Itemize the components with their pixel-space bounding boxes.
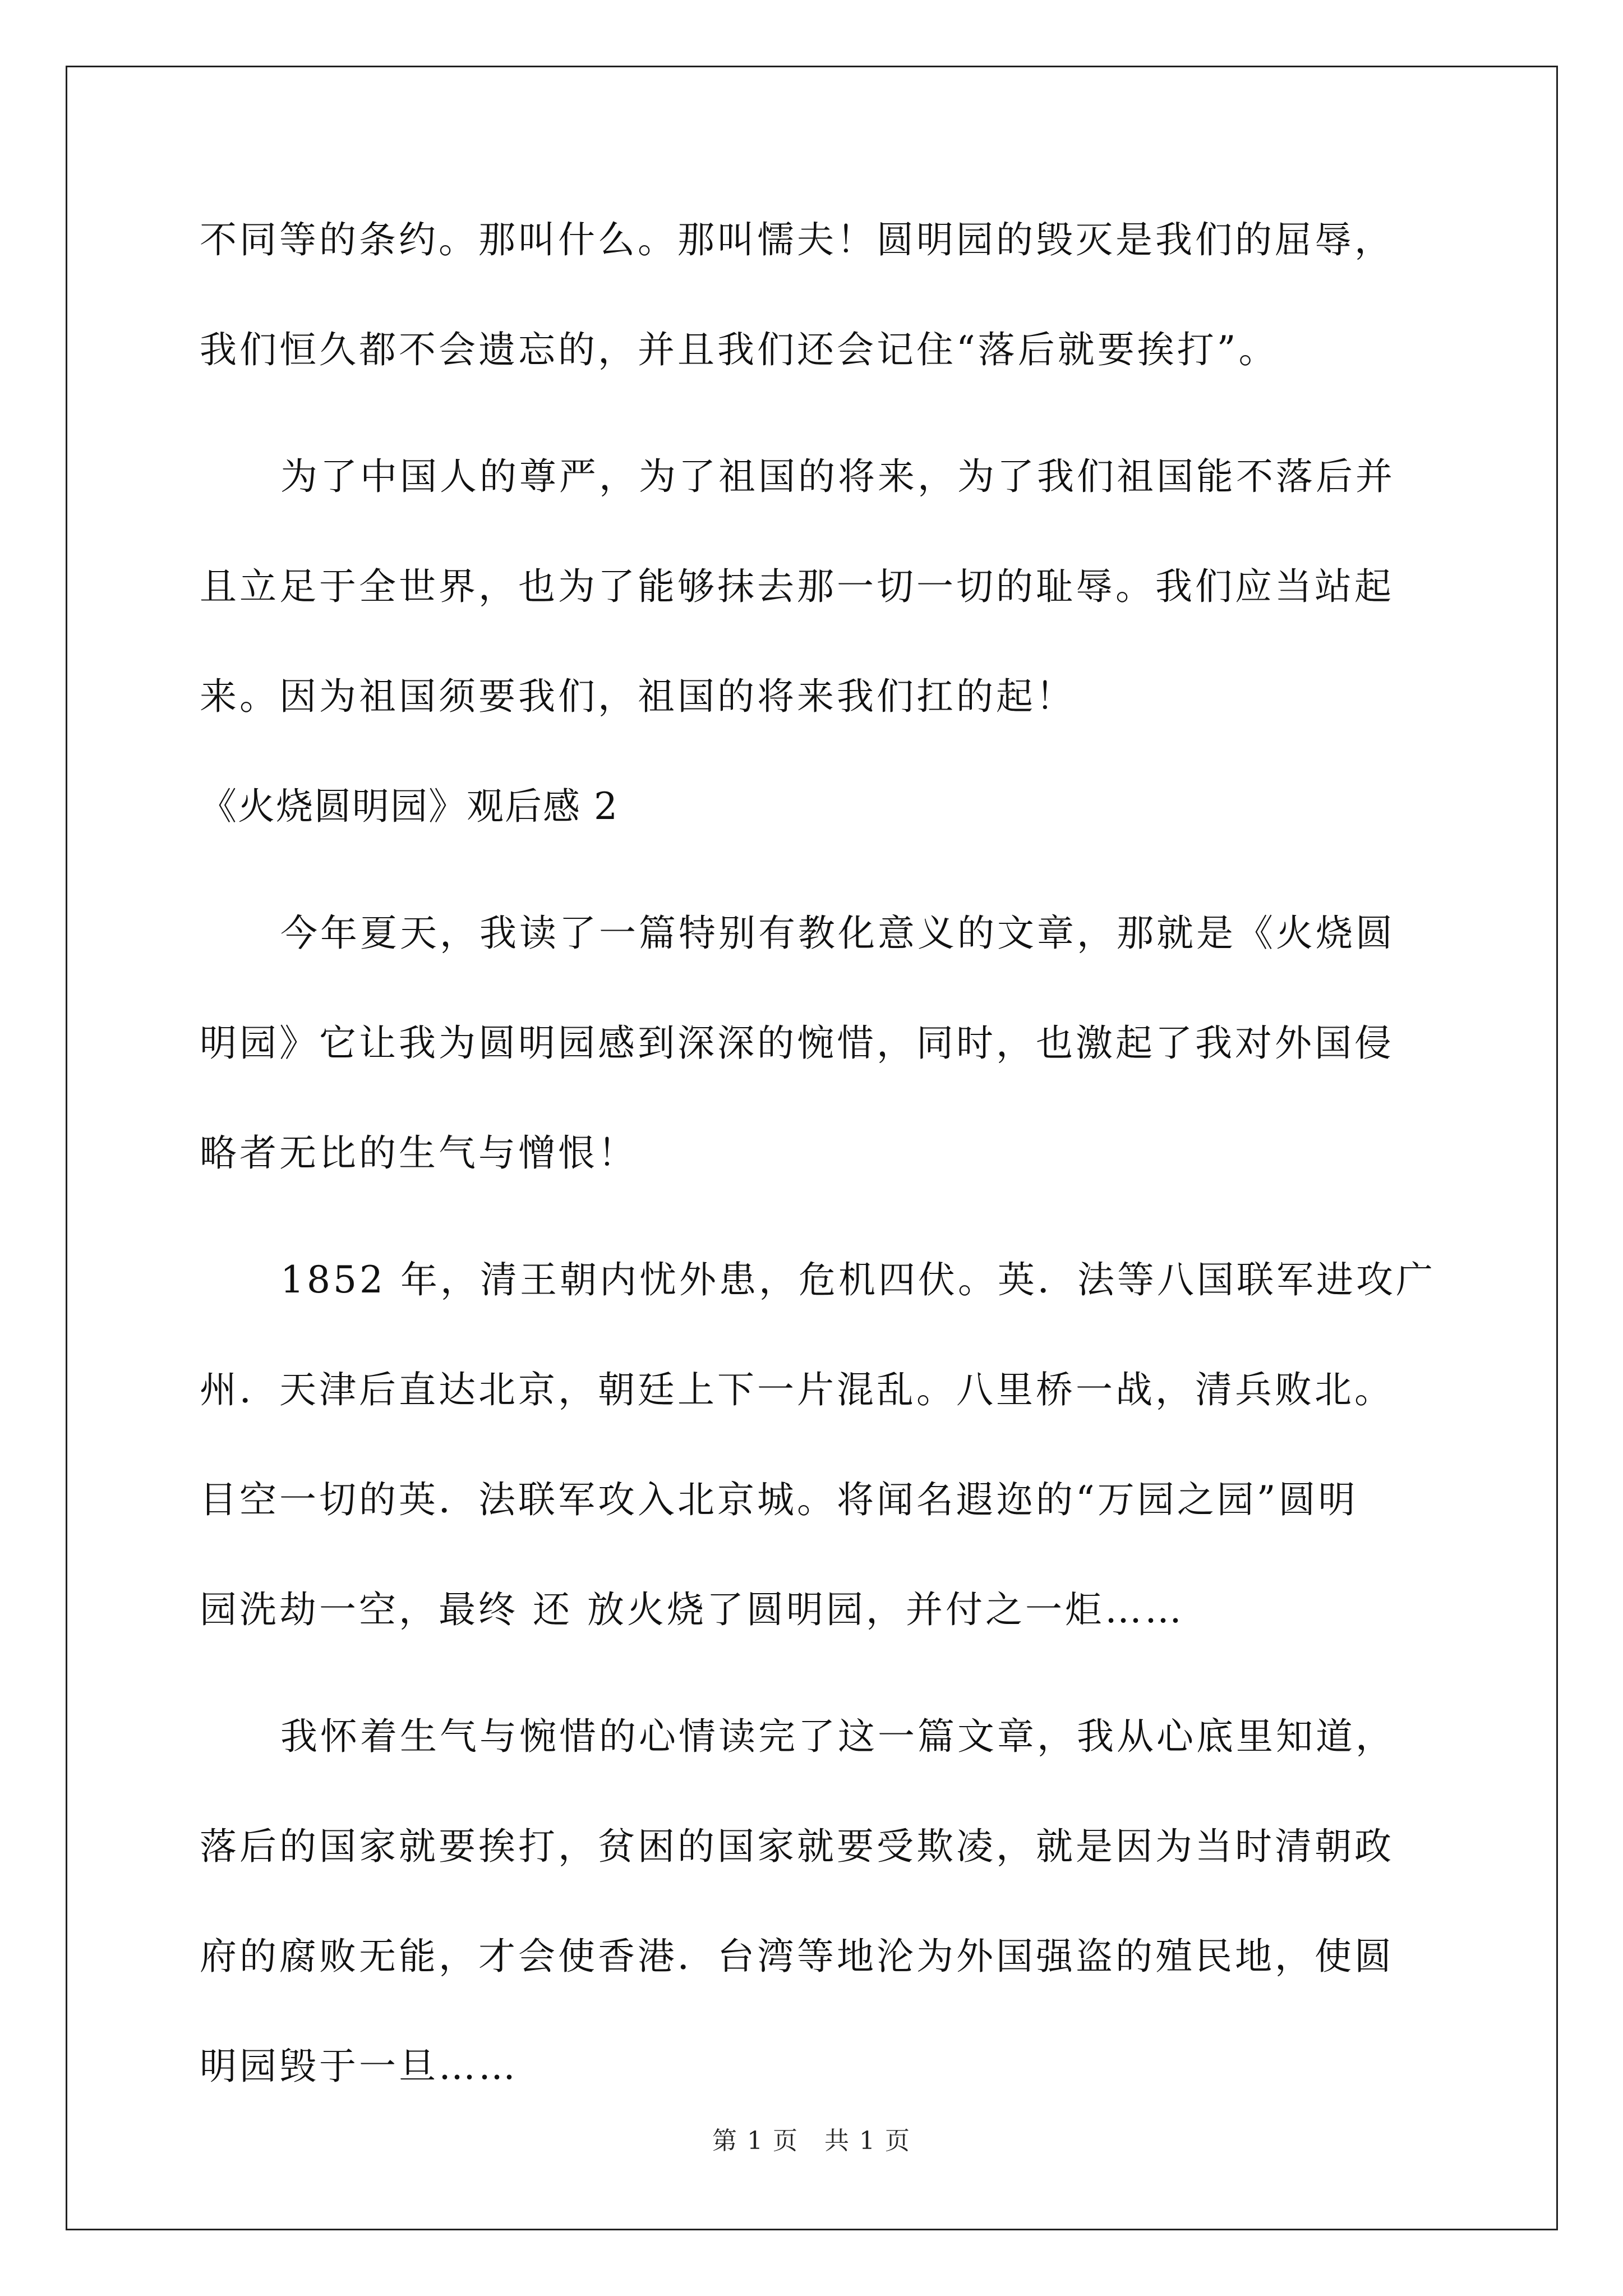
- text-line: 落后的国家就要挨打，贫困的国家就要受欺凌，就是因为当时清朝政: [200, 1825, 1394, 1868]
- text-line: 且立足于全世界，也为了能够抹去那一切一切的耻辱。我们应当站起: [200, 565, 1394, 608]
- text-line: 目空一切的英．法联军攻入北京城。将闻名遐迩的“万园之园”圆明: [200, 1478, 1358, 1521]
- text-line: 来。因为祖国须要我们，祖国的将来我们扛的起！: [200, 675, 1076, 718]
- paragraph-start-line: 今年夏天，我读了一篇特别有教化意义的文章，那就是《火烧圆: [280, 912, 1395, 955]
- paragraph-start-line: 我怀着生气与惋惜的心情读完了这一篇文章，我从心底里知道，: [280, 1715, 1395, 1758]
- text-line: 略者无比的生气与憎恨！: [200, 1131, 638, 1175]
- text-line: 明园》它让我为圆明园感到深深的惋惜，同时，也激起了我对外国侵: [200, 1022, 1394, 1065]
- text-line: 府的腐败无能，才会使香港．台湾等地沦为外国强盗的殖民地，使圆: [200, 1935, 1394, 1978]
- page-number: 第 1 页 共 1 页: [712, 2127, 911, 2155]
- text-line: 园洗劫一空，最终 还 放火烧了圆明园，并付之一炬……: [200, 1588, 1184, 1631]
- section-heading: 《火烧圆明园》观后感 2: [200, 785, 619, 828]
- document-body: [200, 185, 1436, 2122]
- paragraph-start-line: 1852 年，清王朝内忧外患，危机四伏。英．法等八国联军进攻广: [280, 1258, 1436, 1301]
- text-line: 不同等的条约。那叫什么。那叫懦夫！圆明园的毁灭是我们的屈辱，: [200, 218, 1394, 261]
- text-line: 我们恒久都不会遗忘的，并且我们还会记住“落后就要挨打”。: [200, 328, 1279, 371]
- text-line: 州．天津后直达北京，朝廷上下一片混乱。八里桥一战，清兵败北。: [200, 1368, 1394, 1411]
- text-line: 明园毁于一旦……: [200, 2045, 518, 2088]
- paragraph-start-line: 为了中国人的尊严，为了祖国的将来，为了我们祖国能不落后并: [280, 455, 1395, 498]
